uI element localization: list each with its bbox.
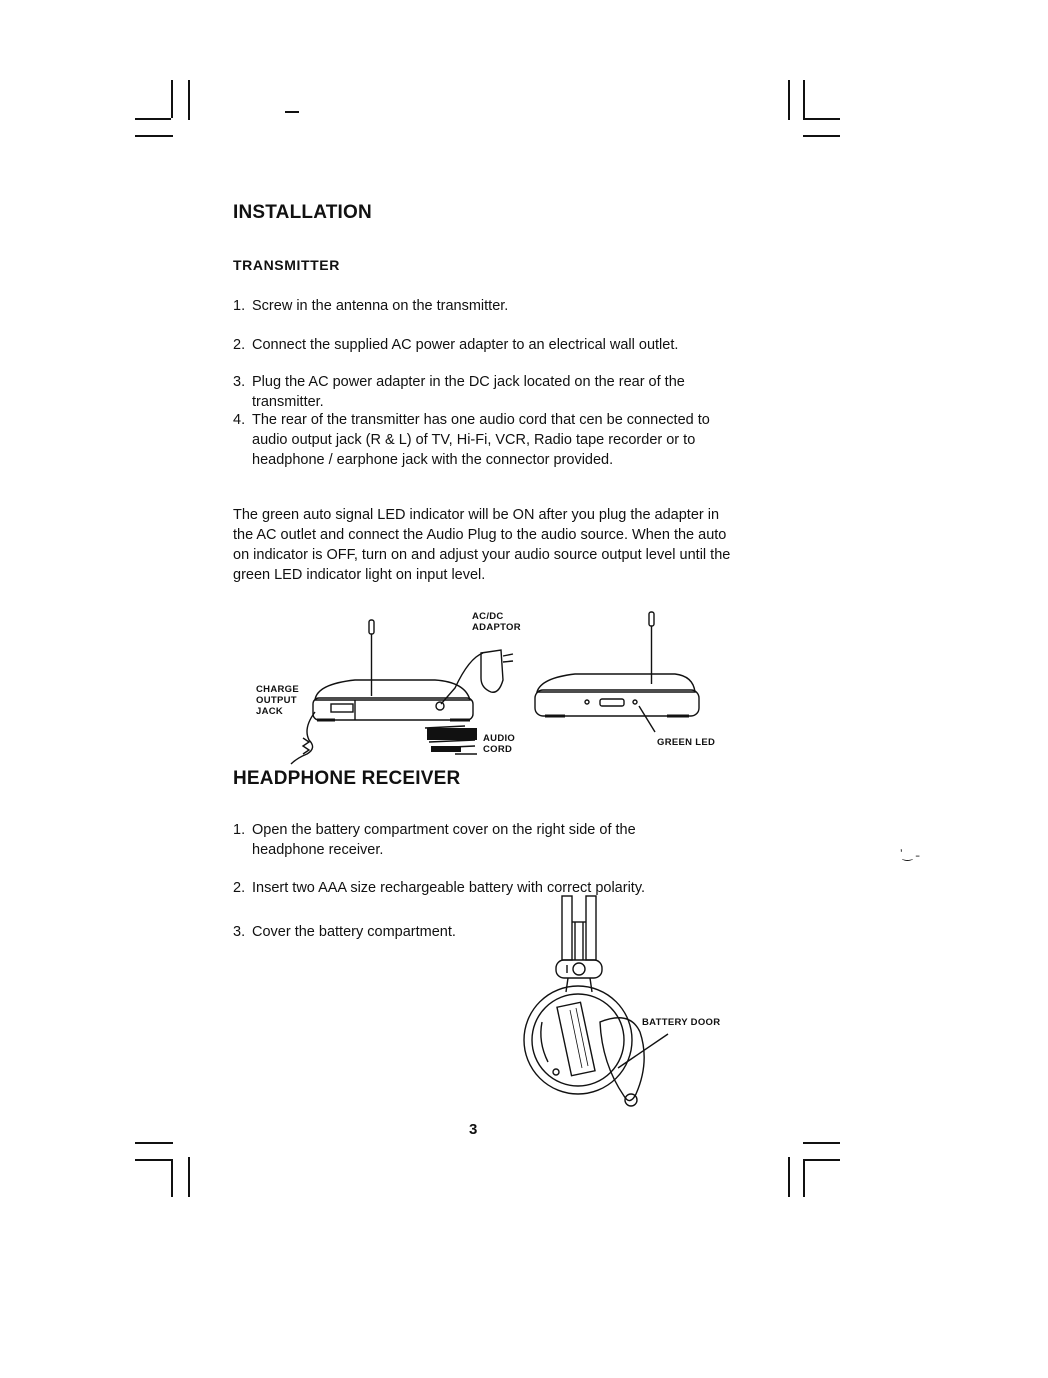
step-text: Insert two AAA size rechargeable battery with correct polarity. <box>252 880 646 896</box>
crop-mark-top-left-v1 <box>171 80 173 118</box>
step-number: 2. <box>233 880 246 896</box>
step-text: Open the battery compartment cover on the right side of the headphone receiver. <box>252 822 636 858</box>
headphone-receiver-illustration <box>520 892 720 1112</box>
crop-mark-bottom-left-h <box>135 1142 173 1144</box>
crop-mark-bottom-left-v2 <box>188 1157 190 1197</box>
transmitter-step-3 <box>233 372 743 412</box>
crop-mark-bottom-right-v2 <box>803 1159 805 1197</box>
step-text: Screw in the antenna on the transmitter. <box>252 298 509 314</box>
step-text: Cover the battery compartment. <box>252 924 456 940</box>
audio-label-line2: CORD <box>483 744 513 755</box>
crop-mark-bottom-right-h2 <box>803 1159 840 1161</box>
crop-mark-top-right-h <box>803 118 840 120</box>
crop-mark-top-left-h <box>135 118 171 120</box>
acdc-adaptor-label <box>472 611 521 633</box>
step-text: Plug the AC power adapter in the DC jack located on the rear of the transmitter. <box>252 374 685 410</box>
step-number: 1. <box>233 298 246 314</box>
step-text: The rear of the transmitter has one audio cord that cen be connected to audio output jack (R & L) of TV, Hi-Fi, VCR, Radio tape recorder or to headphone / earphone jack with the connector provided. <box>252 412 710 468</box>
crop-mark-bottom-left-h2 <box>135 1159 173 1161</box>
crop-mark-top-right-v1 <box>788 80 790 120</box>
acdc-label-line2: ADAPTOR <box>472 622 521 633</box>
green-led-label: GREEN LED <box>657 737 716 748</box>
battery-door-label: BATTERY DOOR <box>642 1017 721 1028</box>
step-text: Connect the supplied AC power adapter to an electrical wall outlet. <box>252 337 679 353</box>
charge-label-line3: JACK <box>256 706 284 717</box>
page-number: 3 <box>469 1121 478 1138</box>
crop-mark-bottom-left-v1 <box>171 1159 173 1197</box>
acdc-label-line1: AC/DC <box>472 611 504 622</box>
transmitter-step-1 <box>233 296 743 316</box>
crop-mark-bottom-right-v1 <box>788 1157 790 1197</box>
receiver-step-1 <box>233 820 743 860</box>
step-number: 1. <box>233 822 246 838</box>
transmitter-step-2 <box>233 335 743 355</box>
step-number: 4. <box>233 412 246 428</box>
led-indicator-paragraph: The green auto signal LED indicator will be ON after you plug the adapter in the AC outlet and connect the Audio Plug to the audio source. When the auto on indicator is OFF, turn on and adjust your audio source output level until the green LED indicator light on input level. <box>233 507 731 583</box>
charge-label-line2: OUTPUT <box>256 695 297 706</box>
crop-mark-bottom-right-h <box>803 1142 840 1144</box>
receiver-heading: HEADPHONE RECEIVER <box>233 768 461 789</box>
charge-label-line1: CHARGE <box>256 684 299 695</box>
stray-mark: ʼ‿ ˗ <box>900 847 920 861</box>
crop-mark-top-right-h2 <box>803 135 840 137</box>
audio-label-line1: AUDIO <box>483 733 516 744</box>
step-number: 3. <box>233 374 246 390</box>
step-number: 3. <box>233 924 246 940</box>
crop-mark-top-right-v2 <box>803 80 805 118</box>
transmitter-heading: TRANSMITTER <box>233 257 340 273</box>
crop-mark-top-dash <box>285 111 299 113</box>
charge-output-jack-label <box>256 684 299 717</box>
step-number: 2. <box>233 337 246 353</box>
page-title: INSTALLATION <box>233 202 372 223</box>
transmitter-step-4 <box>233 410 743 470</box>
crop-mark-top-left-v2 <box>188 80 190 120</box>
crop-mark-top-left-h2 <box>135 135 173 137</box>
audio-cord-label <box>483 733 515 755</box>
